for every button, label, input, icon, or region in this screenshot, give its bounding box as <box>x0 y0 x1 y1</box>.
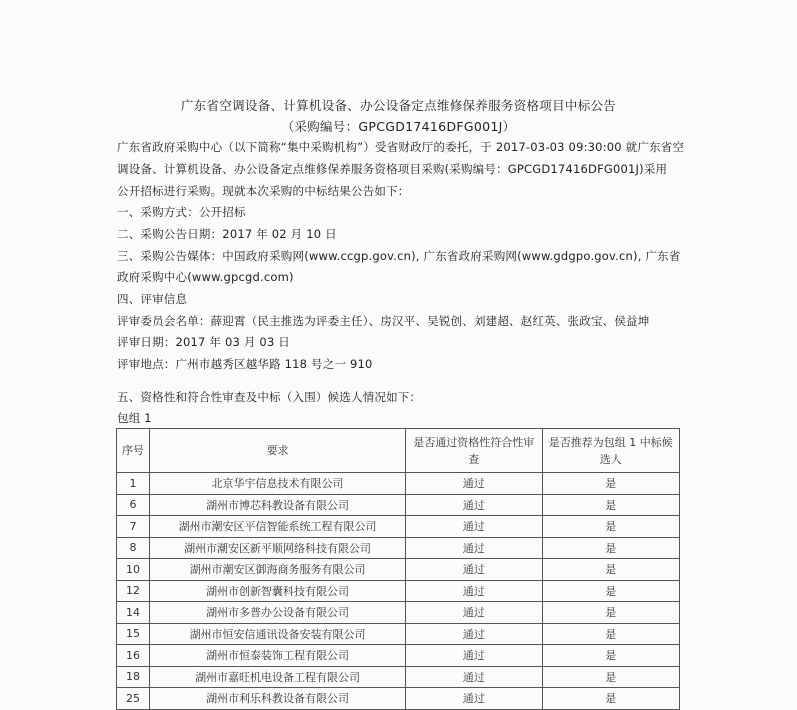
qualification-result: 通过 <box>406 645 542 667</box>
document-title: 广东省空调设备、计算机设备、办公设备定点维修保养服务资格项目中标公告 <box>180 98 617 113</box>
company-name: 湖州市嘉旺机电设备工程有限公司 <box>150 666 406 688</box>
table-row <box>117 688 680 710</box>
company-name: 湖州市潮安区平信智能系统工程有限公司 <box>150 516 406 538</box>
row-number: 7 <box>117 516 150 538</box>
intro-line-3: 公开招标进行采购。现就本次采购的中标结果公告如下： <box>117 184 410 198</box>
row-number: 12 <box>117 580 150 602</box>
row-number: 6 <box>117 494 150 516</box>
review-committee: 评审委员会名单：薛迎霄（民主推选为评委主任）、房汉平、吴锐创、刘建超、赵红英、张政宝、侯益坤 <box>117 314 650 328</box>
recommendation-result: 是 <box>542 623 680 645</box>
intro-line-1: 广东省政府采购中心（以下简称“集中采购机构”）受省财政厅的委托，于 2017-03-03 09:30:00 就广东省空 <box>117 140 685 154</box>
company-name: 湖州市恒泰装饰工程有限公司 <box>150 645 406 667</box>
table-row <box>117 516 680 538</box>
recommendation-result: 是 <box>542 645 680 667</box>
recommendation-result: 是 <box>542 516 680 538</box>
recommendation-result: 是 <box>542 537 680 559</box>
procurement-number: （采购编号：GPCGD17416DFG001J） <box>281 119 516 134</box>
table-row <box>117 537 680 559</box>
company-name: 湖州市潮安区御海商务服务有限公司 <box>150 559 406 581</box>
company-name: 湖州市恒安信通讯设备安装有限公司 <box>150 623 406 645</box>
row-number: 10 <box>117 559 150 581</box>
review-date: 评审日期：2017 年 03 月 03 日 <box>117 335 291 349</box>
review-place: 评审地点：广州市越秀区越华路 118 号之一 910 <box>117 357 373 371</box>
company-name: 北京华宇信息技术有限公司 <box>150 473 406 495</box>
company-name: 湖州市潮安区新平顺网络科技有限公司 <box>150 537 406 559</box>
company-name: 湖州市利乐科教设备有限公司 <box>150 688 406 710</box>
qualification-result: 通过 <box>406 537 542 559</box>
recommendation-result: 是 <box>542 688 680 710</box>
recommendation-result: 是 <box>542 494 680 516</box>
procurement-method: 一、采购方式：公开招标 <box>117 205 246 219</box>
recommendation-result: 是 <box>542 473 680 495</box>
recommendation-result: 是 <box>542 559 680 581</box>
qualification-result: 通过 <box>406 623 542 645</box>
row-number: 18 <box>117 666 150 688</box>
row-number: 1 <box>117 473 150 495</box>
row-number: 14 <box>117 602 150 624</box>
qualification-result: 通过 <box>406 473 542 495</box>
table-header-row <box>117 429 680 473</box>
table-row <box>117 559 680 581</box>
row-number: 8 <box>117 537 150 559</box>
qualification-result: 通过 <box>406 494 542 516</box>
company-name: 湖州市多普办公设备有限公司 <box>150 602 406 624</box>
qualification-result: 通过 <box>406 559 542 581</box>
company-name: 湖州市博芯科教设备有限公司 <box>150 494 406 516</box>
package-label: 包组 1 <box>117 411 152 425</box>
table-row <box>117 623 680 645</box>
header-qualification: 是否通过资格性符合性审查 <box>406 429 542 473</box>
review-info-heading: 四、评审信息 <box>117 292 188 306</box>
row-number: 16 <box>117 645 150 667</box>
table-row <box>117 494 680 516</box>
company-name: 湖州市创新智囊科技有限公司 <box>150 580 406 602</box>
row-number: 15 <box>117 623 150 645</box>
recommendation-result: 是 <box>542 580 680 602</box>
qualification-result: 通过 <box>406 602 542 624</box>
candidates-table <box>116 428 680 710</box>
header-number: 序号 <box>117 429 150 473</box>
recommendation-result: 是 <box>542 666 680 688</box>
qualification-result: 通过 <box>406 516 542 538</box>
table-row <box>117 666 680 688</box>
table-row <box>117 645 680 667</box>
recommendation-result: 是 <box>542 602 680 624</box>
table-row <box>117 473 680 495</box>
table-row <box>117 580 680 602</box>
table-row <box>117 602 680 624</box>
results-heading: 五、资格性和符合性审查及中标（入围）候选人情况如下： <box>117 390 422 404</box>
qualification-result: 通过 <box>406 580 542 602</box>
row-number: 25 <box>117 688 150 710</box>
announcement-date: 二、采购公告日期：2017 年 02 月 10 日 <box>117 227 337 241</box>
qualification-result: 通过 <box>406 666 542 688</box>
qualification-result: 通过 <box>406 688 542 710</box>
header-recommendation: 是否推荐为包组 1 中标候选人 <box>542 429 680 473</box>
announcement-media-line-1: 三、采购公告媒体：中国政府采购网(www.ccgp.gov.cn), 广东省政府采购网(www.gdgpo.gov.cn), 广东省 <box>117 249 681 263</box>
announcement-media-line-2: 政府采购中心(www.gpcgd.com) <box>117 270 294 284</box>
header-requirement: 要求 <box>150 429 406 473</box>
intro-line-2: 调设备、计算机设备、办公设备定点维修保养服务资格项目采购(采购编号：GPCGD17416DFG001J)采用 <box>117 162 668 176</box>
